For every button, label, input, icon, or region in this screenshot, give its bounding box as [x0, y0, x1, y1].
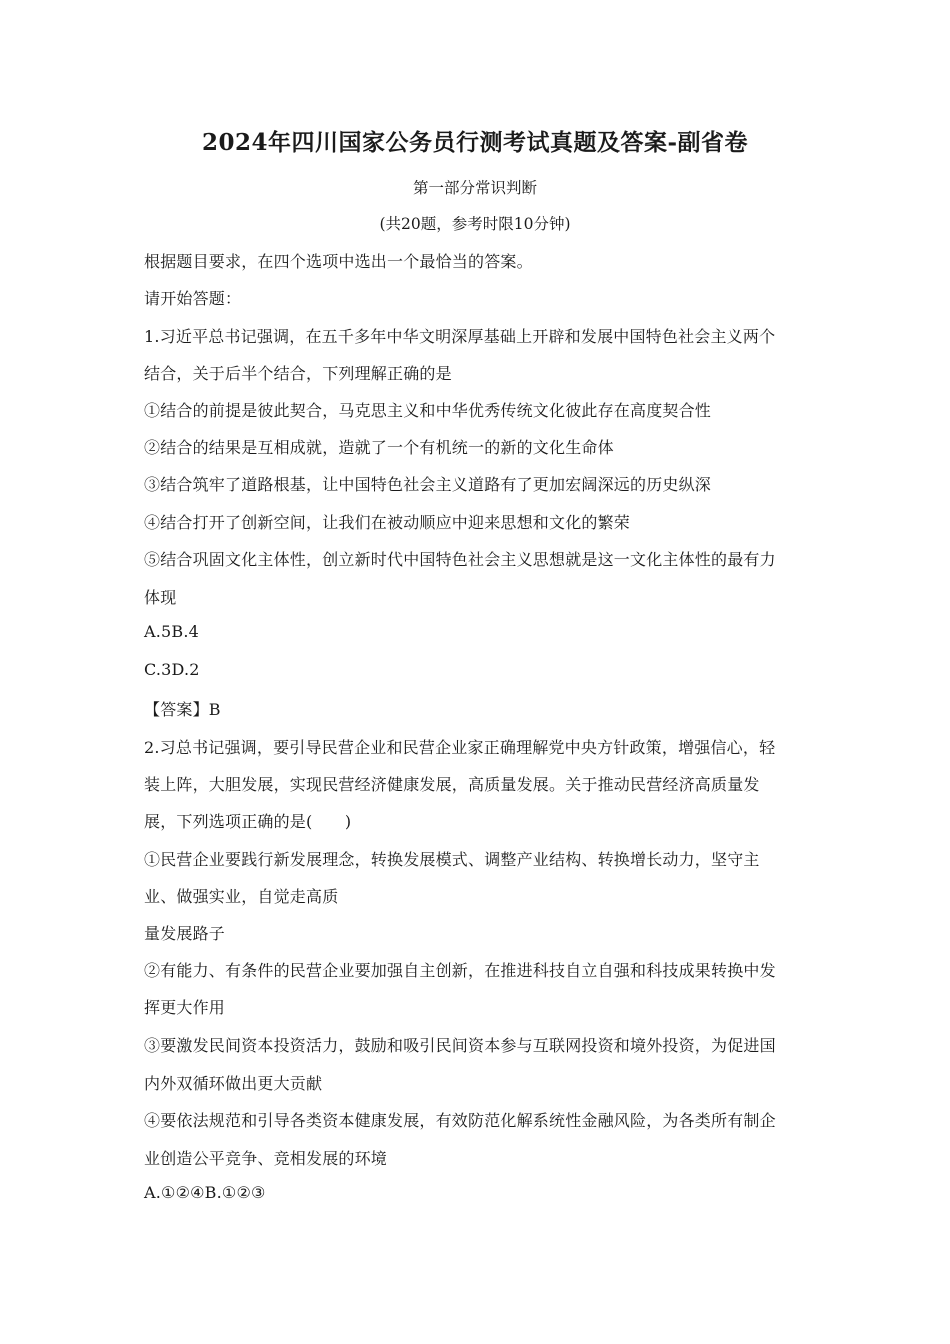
- q2-stem-line-3: 展，下列选项正确的是( ): [144, 812, 352, 831]
- q2-statement-1-line-2: 业、做强实业，自觉走高质: [144, 887, 339, 906]
- q1-answer: 【答案】B: [144, 700, 221, 719]
- q2-statement-4-line-2: 业创造公平竞争、竞相发展的环境: [144, 1149, 388, 1168]
- q2-options-ab: A.①②④B.①②③: [144, 1183, 266, 1202]
- section-meta: (共20题，参考时限10分钟): [379, 215, 571, 233]
- q2-statement-2-line-1: ②有能力、有条件的民营企业要加强自主创新，在推进科技自立自强和科技成果转换中发: [144, 961, 776, 980]
- q1-stem-line-2: 结合，关于后半个结合，下列理解正确的是: [144, 364, 452, 383]
- q1-stem-line-1: 1.习近平总书记强调，在五千多年中华文明深厚基础上开辟和发展中国特色社会主义两个: [144, 327, 776, 346]
- q2-statement-2-line-2: 挥更大作用: [144, 998, 226, 1017]
- q1-options-ab: A.5B.4: [144, 622, 200, 641]
- q2-statement-3-line-1: ③要激发民间资本投资活力，鼓励和吸引民间资本参与互联网投资和境外投资，为促进国: [144, 1036, 776, 1055]
- q1-statement-2: ②结合的结果是互相成就，造就了一个有机统一的新的文化生命体: [144, 438, 614, 457]
- q2-statement-3-line-2: 内外双循环做出更大贡献: [144, 1074, 323, 1093]
- q2-stem-line-2: 装上阵，大胆发展，实现民营经济健康发展，高质量发展。关于推动民营经济高质量发: [144, 775, 760, 794]
- q1-statement-5-line-1: ⑤结合巩固文化主体性，创立新时代中国特色社会主义思想就是这一文化主体性的最有力: [144, 550, 776, 569]
- q1-statement-1: ①结合的前提是彼此契合，马克思主义和中华优秀传统文化彼此存在高度契合性: [144, 401, 712, 420]
- instruction-text: 根据题目要求，在四个选项中选出一个最恰当的答案。: [144, 252, 533, 271]
- section-heading: 第一部分常识判断: [412, 179, 537, 197]
- q1-statement-5-line-2: 体现: [144, 588, 177, 607]
- q1-statement-3: ③结合筑牢了道路根基，让中国特色社会主义道路有了更加宏阔深远的历史纵深: [144, 475, 712, 494]
- q2-stem-line-1: 2.习总书记强调，要引导民营企业和民营企业家正确理解党中央方针政策，增强信心，轻: [144, 738, 776, 757]
- start-text: 请开始答题：: [144, 289, 242, 308]
- q1-options-cd: C.3D.2: [144, 660, 200, 679]
- q2-statement-4-line-1: ④要依法规范和引导各类资本健康发展，有效防范化解系统性金融风险，为各类所有制企: [144, 1111, 776, 1130]
- q1-statement-4: ④结合打开了创新空间，让我们在被动顺应中迎来思想和文化的繁荣: [144, 513, 631, 532]
- q2-statement-1-line-3: 量发展路子: [144, 924, 226, 943]
- q2-statement-1-line-1: ①民营企业要践行新发展理念，转换发展模式、调整产业结构、转换增长动力，坚守主: [144, 850, 760, 869]
- document-title: 2024年四川国家公务员行测考试真题及答案-副省卷: [201, 129, 749, 156]
